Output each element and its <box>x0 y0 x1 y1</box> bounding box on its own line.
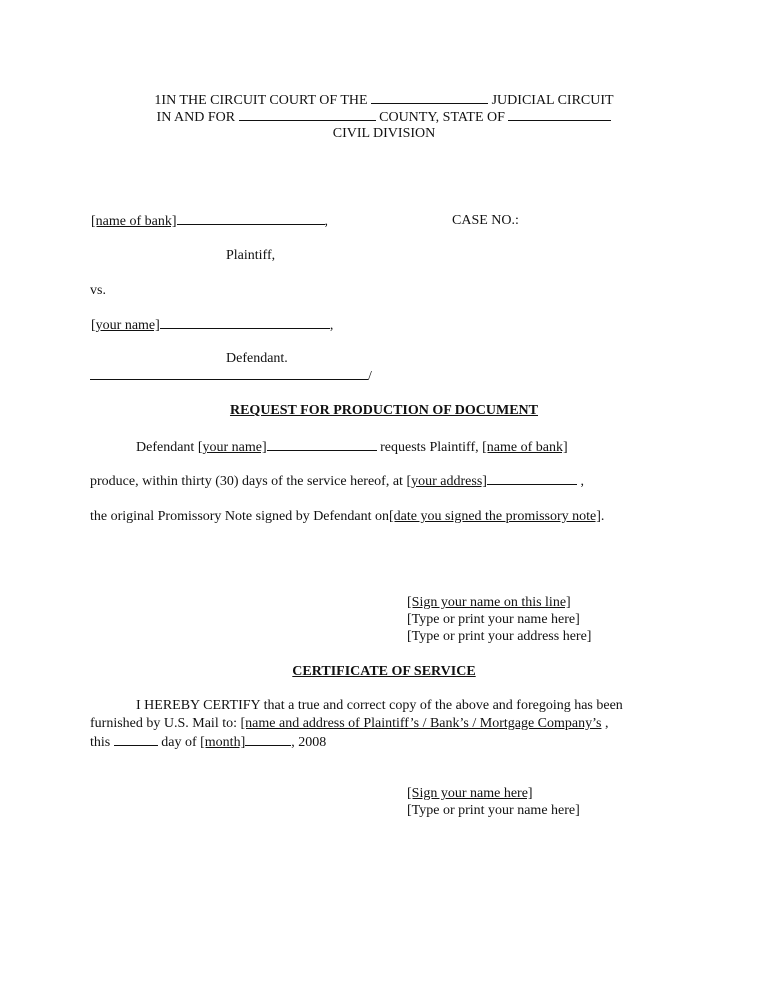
certificate-month: [month] <box>200 735 246 750</box>
versus-label: vs. <box>90 283 106 298</box>
county-blank <box>239 108 376 121</box>
request-text-2: requests Plaintiff, <box>380 440 479 455</box>
caption-slash: / <box>368 369 372 384</box>
request-period: . <box>600 509 605 524</box>
defendant-name-line <box>91 316 333 334</box>
plaintiff-comma: , <box>324 214 329 229</box>
request-address: [your address] <box>406 474 487 489</box>
case-number-label: CASE NO.: <box>452 213 519 228</box>
court-header-text-2: JUDICIAL CIRCUIT <box>491 93 614 108</box>
request-text: Defendant <box>136 440 195 455</box>
request-address-blank <box>487 472 577 485</box>
month-blank <box>245 733 291 746</box>
signature-print-address: [Type or print your address here] <box>407 629 592 644</box>
certificate-day-of: day of <box>161 735 197 750</box>
defendant-name: [your name] <box>91 318 160 333</box>
request-defendant-name: [your name] <box>197 440 267 455</box>
state-blank <box>508 108 611 121</box>
plaintiff-name: [name of bank] <box>91 214 177 229</box>
certificate-comma: , <box>604 716 609 731</box>
certificate-year: , 2008 <box>291 735 327 750</box>
plaintiff-label: Plaintiff, <box>226 248 276 263</box>
court-header-text: 1IN THE CIRCUIT COURT OF THE <box>154 93 368 108</box>
request-bank-name: [name of bank] <box>482 440 568 455</box>
certificate-print-name: [Type or print your name here] <box>407 803 580 818</box>
court-header-text-4: COUNTY, STATE OF <box>379 110 505 125</box>
certificate-signature-line <box>407 785 533 802</box>
request-paragraph-1 <box>136 438 568 456</box>
court-header-line-3: CIVIL DIVISION <box>332 126 436 141</box>
certificate-line-1: I HEREBY CERTIFY that a true and correct copy of the above and foregoing has been <box>136 698 623 713</box>
certificate-line-3 <box>90 733 326 751</box>
court-header-line-2 <box>0 108 768 126</box>
day-blank <box>114 733 158 746</box>
certificate-title: CERTIFICATE OF SERVICE <box>292 664 476 679</box>
request-paragraph-2 <box>90 472 584 490</box>
certificate-line-2 <box>90 715 608 732</box>
signature-line <box>407 594 571 611</box>
request-date: [date you signed the promissory note] <box>389 509 601 524</box>
caption-closing-line <box>90 367 372 385</box>
court-header-text-3: IN AND FOR <box>156 110 236 125</box>
request-comma: , <box>580 474 584 489</box>
signature-sign-label: [Sign your name on this line] <box>407 595 571 610</box>
certificate-recipient: [name and address of Plaintiff’s / Bank’s / Mortgage Company’s <box>240 716 602 731</box>
request-paragraph-3 <box>90 508 604 525</box>
certificate-sign-label: [Sign your name here] <box>407 786 533 801</box>
request-title: REQUEST FOR PRODUCTION OF DOCUMENT <box>229 403 539 418</box>
request-name-blank <box>267 438 377 451</box>
signature-print-name: [Type or print your name here] <box>407 612 580 627</box>
plaintiff-name-line <box>91 212 328 230</box>
defendant-label: Defendant. <box>226 351 288 366</box>
plaintiff-name-blank <box>177 212 325 225</box>
circuit-blank <box>371 91 488 104</box>
caption-blank <box>90 367 368 380</box>
defendant-name-blank <box>160 316 330 329</box>
request-text-4: the original Promissory Note signed by Defendant on <box>90 509 390 524</box>
court-header-line-1 <box>0 91 768 109</box>
request-text-3: produce, within thirty (30) days of the service hereof, at <box>90 474 403 489</box>
certificate-this: this <box>90 735 111 750</box>
certificate-text: furnished by U.S. Mail to: <box>90 716 237 731</box>
defendant-comma: , <box>329 318 334 333</box>
